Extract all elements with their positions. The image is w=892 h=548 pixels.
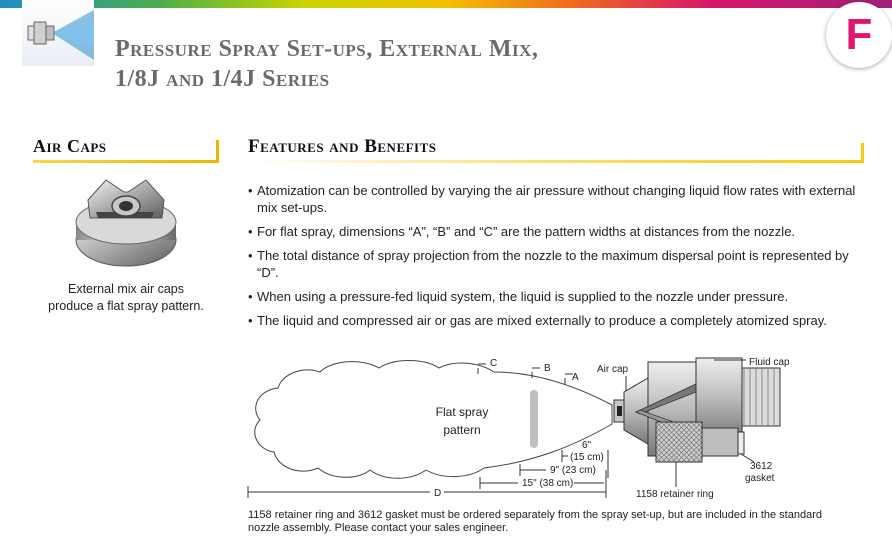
dim-line-9 [520, 464, 546, 476]
air-cap-caption [33, 281, 219, 315]
spray-density-band [530, 390, 538, 448]
air-cap-photo [66, 170, 186, 280]
dim-line-15 [480, 477, 518, 489]
label-air-cap: Air cap [597, 364, 629, 375]
top-color-bar [0, 0, 892, 8]
feature-item: • The total distance of spray projection from the nozzle to the maximum dispersal point is represented by “D”. [248, 247, 868, 281]
features-rule-end [861, 143, 864, 163]
label-c: C [490, 358, 498, 369]
air-caps-rule-end [216, 140, 219, 163]
spray-nozzle-icon [22, 0, 94, 66]
pattern-label-line-1: Flat spray [435, 405, 489, 419]
label-retainer-ring: 1158 retainer ring [636, 489, 714, 500]
feature-item: • For flat spray, dimensions “A”, “B” and “C” are the pattern widths at distances from the nozzle. [248, 223, 868, 240]
label-gasket-number: 3612 [750, 461, 773, 472]
footnote: 1158 retainer ring and 3612 gasket must be ordered separately from the spray set-up, but are included in the standard nozzle assembly. Please contact your sales engineer. [248, 509, 822, 534]
label-fluid-cap: Fluid cap [749, 357, 790, 368]
air-cap-caption-line-2: produce a flat spray pattern. [48, 299, 204, 313]
feature-item: • Atomization can be controlled by varying the air pressure without changing liquid flow rates with external mix set-ups. [248, 182, 868, 216]
label-gasket: gasket [745, 473, 775, 484]
features-heading: Features and Benefits [248, 136, 437, 157]
label-d: D [434, 488, 442, 499]
label-dim-6-in: 6" [582, 440, 592, 451]
pattern-label-line-2: pattern [443, 423, 481, 437]
air-caps-underline [33, 160, 219, 163]
page-title [115, 34, 735, 94]
spray-plume-outline [255, 361, 612, 479]
label-dim-9: 9" (23 cm) [550, 465, 596, 476]
nozzle-logo [22, 0, 94, 66]
label-b: B [544, 363, 551, 374]
air-caps-heading: Air Caps [33, 136, 107, 156]
page-title-line-1: Pressure Spray Set-ups, External Mix, [115, 36, 539, 62]
page-title-line-2: 1/8J and 1/4J Series [115, 66, 330, 92]
spray-diagram [244, 350, 864, 508]
feature-item: • The liquid and compressed air or gas are mixed externally to produce a completely atomized spray. [248, 312, 868, 329]
feature-item: • When using a pressure-fed liquid system, the liquid is supplied to the nozzle under pressure. [248, 288, 868, 305]
nozzle-assembly [614, 358, 780, 462]
section-badge: F [826, 2, 892, 68]
features-list [248, 182, 868, 336]
features-underline [248, 160, 864, 163]
label-dim-6-cm: (15 cm) [570, 452, 604, 463]
dim-line-6 [562, 450, 568, 462]
air-cap-caption-line-1: External mix air caps [67, 282, 184, 296]
label-a: A [572, 372, 579, 383]
label-dim-15: 15" (38 cm) [522, 478, 574, 489]
